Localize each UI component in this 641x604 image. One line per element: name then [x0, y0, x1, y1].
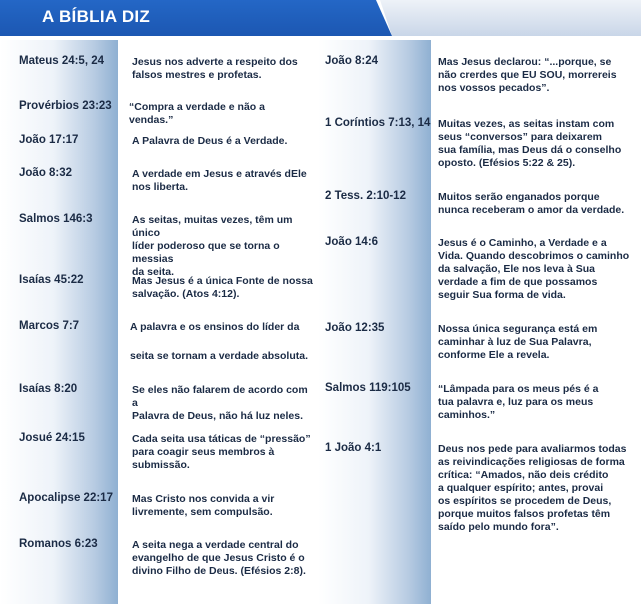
verse-text-continued: seita se tornam a verdade absoluta. [130, 350, 308, 362]
verse-text: Mas Jesus declarou: “...porque, se não crerdes que EU SOU, morrereis nos vossos pecados”. [438, 56, 617, 94]
page-title: A BÍBLIA DIZ [42, 7, 151, 26]
verse-text: Jesus é o Caminho, a Verdade e a Vida. Quando descobrimos o caminho da salvação, Ele nos leva à Sua verdade a fim de que possamos seguir Sua forma de vida. [438, 237, 630, 301]
header-fade [380, 0, 641, 36]
verse-reference: Romanos 6:23 [19, 538, 98, 550]
verse-text: A seita nega a verdade central do evangelho de que Jesus Cristo é o divino Filho de Deus. (Efésios 2:8). [132, 539, 306, 577]
verse-text: Deus nos pede para avaliarmos todas as reivindicações religiosas de forma crítica: “Amados, não deis crédito a qualquer espírito; antes, provai os espíritos se procedem de Deus, porque muitos falsos profetas têm saído pelo mundo fora”. [438, 443, 627, 533]
verse-text: Mas Cristo nos convida a vir livremente, sem compulsão. [132, 493, 275, 518]
verse-reference: João 8:24 [325, 55, 379, 67]
verse-text: As seitas, muitas vezes, têm um único líder poderoso que se torna o messias da seita. [132, 214, 293, 278]
verse-reference: Josué 24:15 [19, 432, 85, 444]
verse-reference: Marcos 7:7 [19, 320, 80, 332]
verse-reference: João 12:35 [325, 322, 385, 334]
verse-text: A Palavra de Deus é a Verdade. [132, 135, 288, 147]
verse-text: Jesus nos adverte a respeito dos falsos mestres e profetas. [132, 56, 298, 81]
verse-reference: João 17:17 [19, 134, 79, 146]
verse-text: Nossa única segurança está em caminhar à luz de Sua Palavra, conforme Ele a revela. [438, 323, 598, 361]
verse-reference: Isaías 8:20 [19, 383, 78, 395]
verse-text: Muitas vezes, as seitas instam com seus “conversos” para deixarem sua família, mas Deus dá o conselho oposto. (Efésios 5:22 & 25). [438, 118, 622, 169]
verse-text: Se eles não falarem de acordo com a Palavra de Deus, não há luz neles. [132, 384, 308, 422]
verse-text: Mas Jesus é a única Fonte de nossa salvação. (Atos 4:12). [132, 275, 313, 300]
verse-text: Muitos serão enganados porque nunca receberam o amor da verdade. [438, 191, 625, 216]
verse-reference: Isaías 45:22 [19, 274, 84, 286]
verse-reference: Salmos 119:105 [325, 382, 411, 394]
verse-text: A verdade em Jesus e através dEle nos liberta. [132, 168, 307, 193]
verse-reference: Provérbios 23:23 [19, 100, 112, 112]
verse-reference: 2 Tess. 2:10-12 [325, 190, 406, 202]
verse-text: A palavra e os ensinos do líder da [130, 321, 300, 333]
verse-reference: Salmos 146:3 [19, 213, 93, 225]
verse-reference: João 8:32 [19, 167, 73, 179]
verse-text: “Lâmpada para os meus pés é a tua palavra e, luz para os meus caminhos.” [438, 383, 599, 421]
verse-reference: 1 Coríntios 7:13, 14 [325, 117, 431, 129]
verse-reference: 1 João 4:1 [325, 442, 382, 454]
verse-text: Cada seita usa táticas de “pressão” para coagir seus membros à submissão. [132, 433, 311, 471]
verse-reference: Apocalipse 22:17 [19, 492, 113, 504]
verse-reference: João 14:6 [325, 236, 379, 248]
verse-text: “Compra a verdade e não a vendas.” [129, 101, 265, 126]
verse-reference: Mateus 24:5, 24 [19, 55, 105, 67]
